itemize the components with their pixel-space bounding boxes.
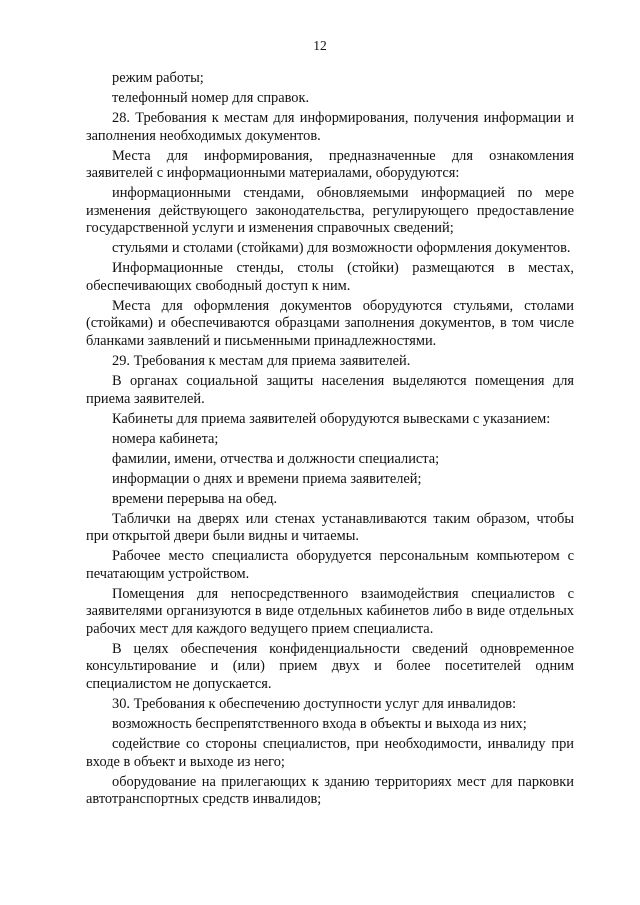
paragraph: номера кабинета; bbox=[112, 430, 219, 447]
paragraph: 29. Требования к местам для приема заявителей. bbox=[112, 353, 411, 370]
paragraph: Места для оформления документов оборудуются стульями, столами (стойками) и обеспечиваются образцами заполнения документов, в том числе бланками заявлений и письменными принадлежностями. bbox=[86, 297, 574, 350]
paragraph: содействие со стороны специалистов, при необходимости, инвалиду при входе в объект и выходе из него; bbox=[86, 735, 574, 770]
document-body bbox=[86, 70, 574, 811]
paragraph: Кабинеты для приема заявителей оборудуются вывесками с указанием: bbox=[112, 410, 551, 427]
paragraph: стульями и столами (стойками) для возможности оформления документов. bbox=[112, 240, 571, 257]
paragraph: Рабочее место специалиста оборудуется персональным компьютером с печатающим устройством. bbox=[86, 548, 574, 582]
paragraph: режим работы; bbox=[112, 70, 204, 86]
paragraph: возможность беспрепятственного входа в объекты и выхода из них; bbox=[112, 716, 527, 732]
paragraph: телефонный номер для справок. bbox=[112, 89, 310, 106]
paragraph: 28. Требования к местам для информирования, получения информации и заполнения необходимых документов. bbox=[86, 109, 574, 144]
paragraph: времени перерыва на обед. bbox=[112, 490, 278, 507]
paragraph: В целях обеспечения конфиденциальности сведений одновременное консультирование и (или) прием двух и более посетителей одним специалистом не допускается. bbox=[86, 640, 574, 693]
paragraph: Помещения для непосредственного взаимодействия специалистов с заявителями организуются в виде отдельных кабинетов либо в виде отдельных рабочих мест для каждого ведущего прием специалиста. bbox=[86, 585, 574, 637]
paragraph: Таблички на дверях или стенах устанавливаются таким образом, чтобы при открытой двери были видны и читаемы. bbox=[86, 510, 574, 545]
paragraph: Места для информирования, предназначенные для ознакомления заявителей с информационными материалами, оборудуются: bbox=[86, 147, 574, 182]
paragraph: фамилии, имени, отчества и должности специалиста; bbox=[112, 450, 440, 467]
paragraph: В органах социальной защиты населения выделяются помещения для приема заявителей. bbox=[86, 373, 574, 407]
paragraph: 30. Требования к обеспечению доступности услуг для инвалидов: bbox=[112, 696, 517, 713]
paragraph: Информационные стенды, столы (стойки) размещаются в местах, обеспечивающих свободный доступ к ним. bbox=[86, 260, 574, 294]
paragraph: оборудование на прилегающих к зданию территориях мест для парковки автотранспортных средств инвалидов; bbox=[86, 773, 574, 808]
page-number: 12 bbox=[313, 38, 327, 53]
paragraph: информационными стендами, обновляемыми информацией по мере изменения действующего законодательства, регулирующего предоставление государственной услуги и изменения справочных сведений; bbox=[86, 185, 574, 237]
paragraph: информации о днях и времени приема заявителей; bbox=[112, 470, 422, 487]
